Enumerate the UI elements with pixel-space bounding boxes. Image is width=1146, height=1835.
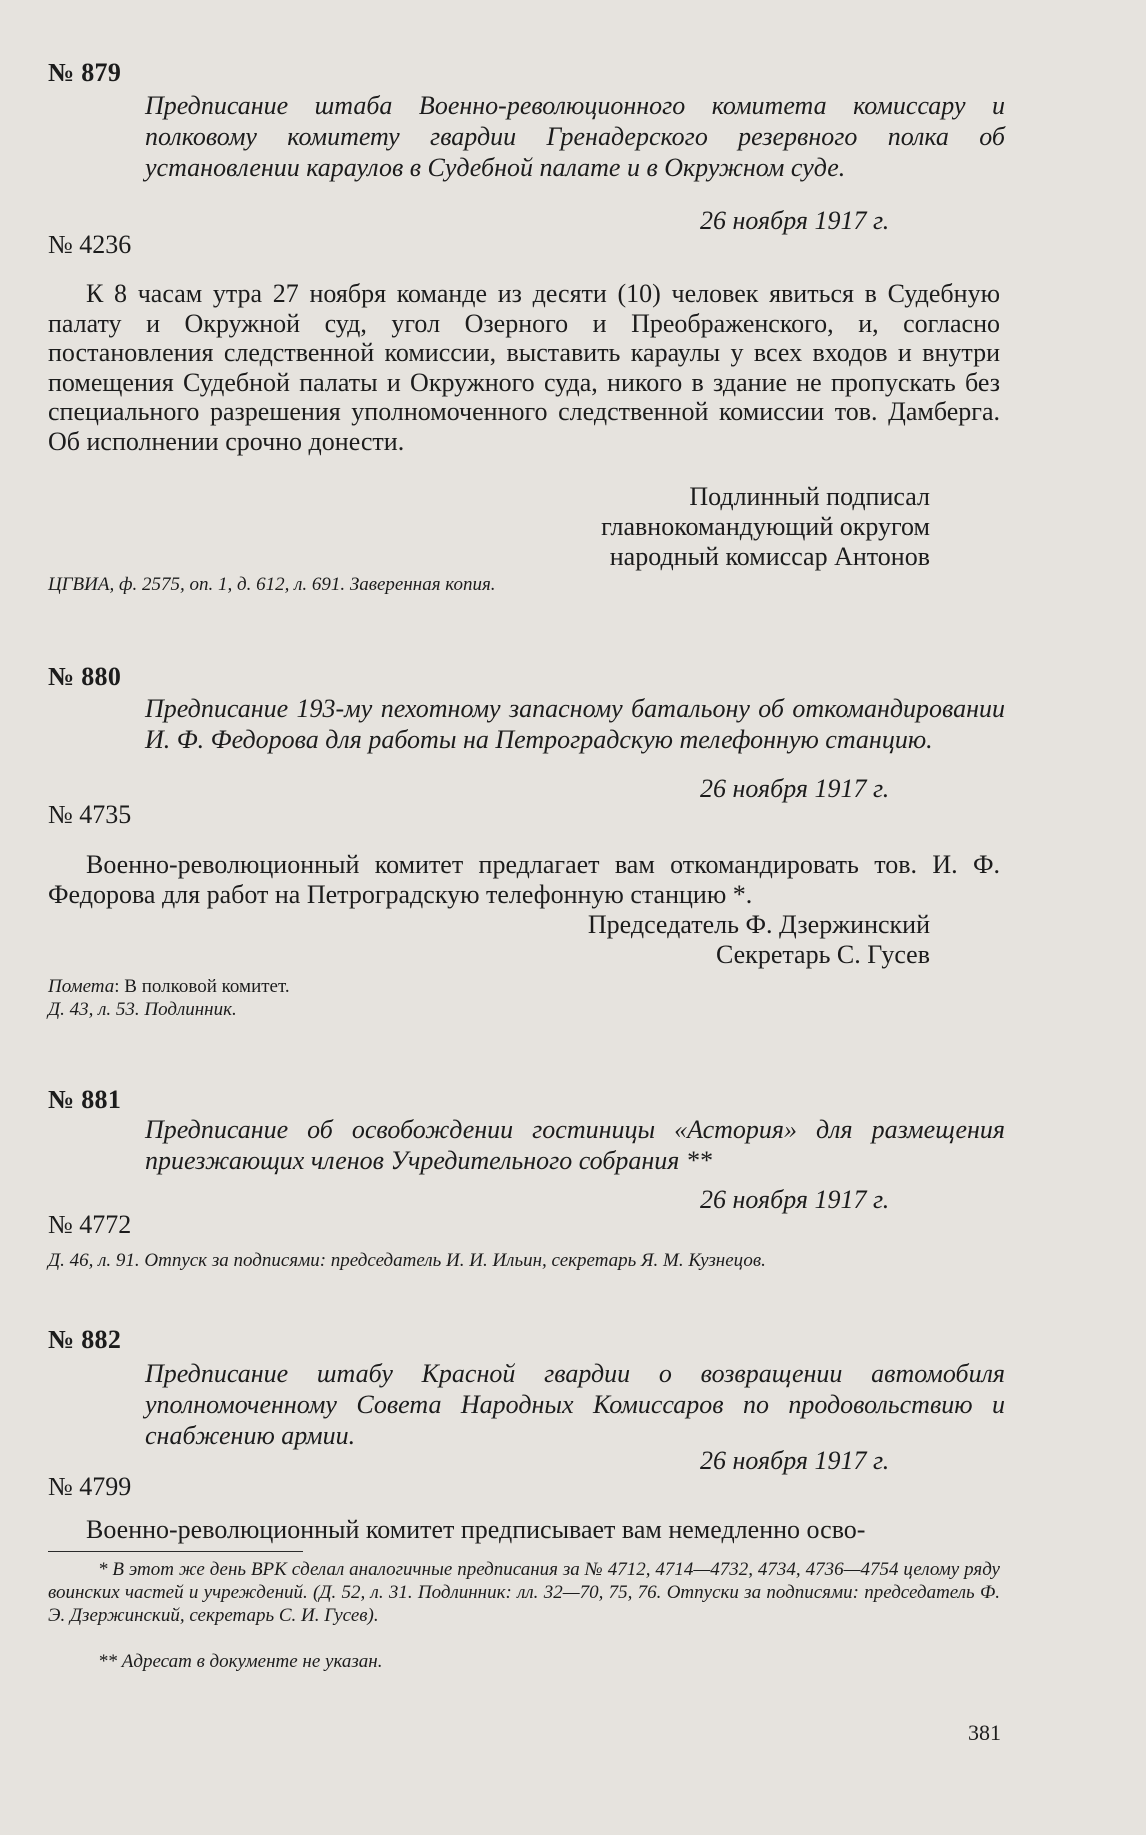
footnote-1: * В этот же день ВРК сделал аналогичные предписания за № 4712, 4714—4732, 4734, 4736—4754 целому ряду воинских частей и учреждений. (Д. 52, л. 31. Подлинник: лл. 32—70, 75, 76. Отпуски за подписями: председатель Ф. Э. Дзержинский, секретарь С. И. Гусев).: [48, 1559, 1000, 1626]
doc-880-note: [48, 976, 290, 998]
doc-880-number: № 880: [48, 662, 122, 691]
doc-879-source: ЦГВИА, ф. 2575, оп. 1, д. 612, л. 691. Заверенная копия.: [48, 574, 496, 595]
doc-879-number: № 879: [48, 58, 122, 87]
doc-879-signature-line-1: Подлинный подписал: [689, 482, 930, 511]
doc-881-number: № 881: [48, 1085, 122, 1114]
doc-880-signature-line-1: Председатель Ф. Дзержинский: [587, 910, 930, 939]
doc-882-inbox-number: № 4799: [48, 1472, 132, 1501]
doc-880-source: Д. 43, л. 53. Подлинник.: [48, 999, 237, 1020]
doc-881-heading: Предписание об освобождении гостиницы «Астория» для размещения приезжающих членов Учредительного собрания **: [145, 1115, 1005, 1175]
doc-880-body: Военно-революционный комитет предлагает вам откомандировать тов. И. Ф. Федорова для работ на Петроградскую телефонную станцию *.: [48, 850, 1000, 909]
doc-882-body: Военно-революционный комитет предписывает вам немедленно осво-: [86, 1515, 866, 1544]
doc-880-note-text: : В полковой комитет.: [114, 976, 290, 997]
doc-879-signature: [420, 482, 930, 572]
doc-879-heading: Предписание штаба Военно-революционного комитета комиссару и полковому комитету гвардии Гренадерского резервного полка об установлении караулов в Судебной палате и в Окружном суде.: [145, 91, 1005, 182]
doc-880-date: 26 ноября 1917 г.: [700, 774, 890, 803]
doc-881-date: 26 ноября 1917 г.: [700, 1185, 890, 1214]
footnote-divider: [48, 1551, 303, 1552]
doc-882-date: 26 ноября 1917 г.: [700, 1446, 890, 1475]
doc-881-inbox-number: № 4772: [48, 1210, 132, 1239]
doc-880-inbox-number: № 4735: [48, 800, 132, 829]
doc-880-note-label: Помета: [48, 976, 115, 997]
doc-879-signature-line-2: главнокомандующий округом: [601, 512, 930, 541]
doc-879-signature-line-3: народный комиссар Антонов: [609, 542, 930, 571]
page-number: 381: [968, 1720, 1001, 1745]
doc-880-signature-line-2: Секретарь С. Гусев: [715, 940, 930, 969]
doc-882-heading: Предписание штабу Красной гвардии о возвращении автомобиля уполномоченному Совета Народных Комиссаров по продовольствию и снабжению армии.: [145, 1359, 1005, 1450]
footnote-2: ** Адресат в документе не указан.: [98, 1651, 383, 1672]
doc-879-body: К 8 часам утра 27 ноября команде из десяти (10) человек явиться в Судебную палату и Окружной суд, угол Озерного и Преображенского, и, согласно постановления следственной комиссии, выставить караулы у всех входов и внутри помещения Судебной палаты и Окружного суда, никого в здание не пропускать без специального разрешения уполномоченного следственной комиссии тов. Дамберга. Об исполнении срочно донести.: [48, 279, 1000, 456]
doc-881-source: Д. 46, л. 91. Отпуск за подписями: председатель И. И. Ильин, секретарь Я. М. Кузнецов.: [48, 1250, 766, 1271]
doc-879-inbox-number: № 4236: [48, 230, 132, 259]
doc-879-date: 26 ноября 1917 г.: [700, 206, 890, 235]
doc-882-number: № 882: [48, 1325, 122, 1354]
doc-880-heading: Предписание 193-му пехотному запасному батальону об откомандировании И. Ф. Федорова для работы на Петроградскую телефонную станцию.: [145, 694, 1005, 754]
doc-880-signature: [420, 910, 930, 970]
